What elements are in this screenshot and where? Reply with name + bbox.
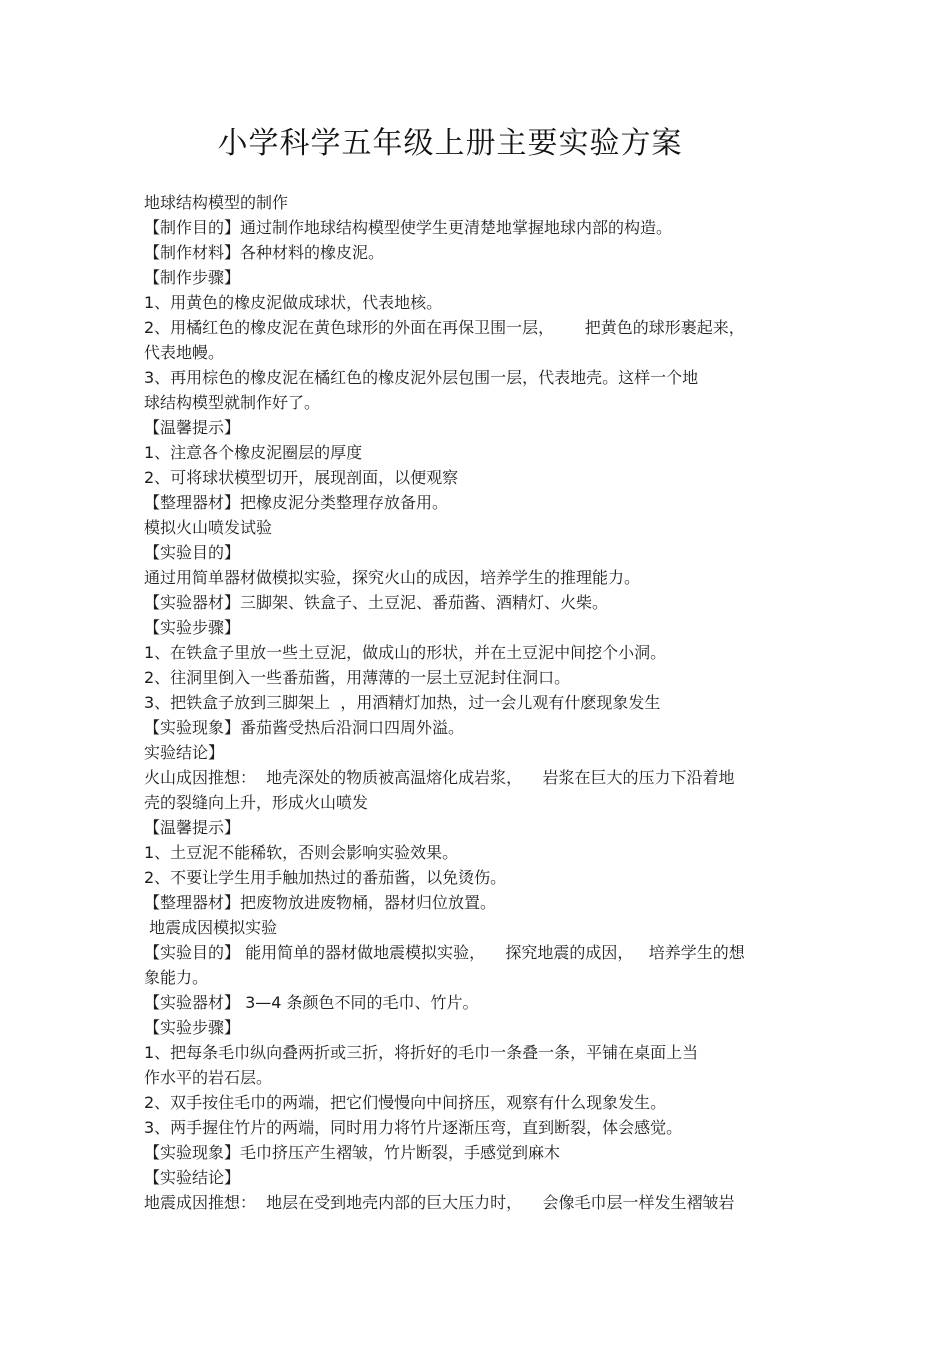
text-line: 模拟火山喷发试验 bbox=[144, 518, 273, 537]
text-line: 2、不要让学生用手触加热过的番茄酱，以免烫伤。 bbox=[144, 868, 507, 887]
text-line: 地震成因模拟实验 bbox=[144, 918, 278, 937]
text-line: 通过用简单器材做模拟实验，探究火山的成因，培养学生的推理能力。 bbox=[144, 568, 641, 587]
text-line: 1、在铁盒子里放一些土豆泥，做成山的形状，并在土豆泥中间挖个小洞。 bbox=[144, 643, 667, 662]
text-line: 火山成因推想： 地壳深处的物质被高温熔化成岩浆， 岩浆在巨大的压力下沿着地 bbox=[144, 768, 735, 787]
text-line: 【温馨提示】 bbox=[144, 818, 241, 837]
text-line: 3、把铁盒子放到三脚架上 ，用酒精灯加热，过一会儿观有什麽现象发生 bbox=[144, 693, 661, 712]
text-line: 代表地幔。 bbox=[144, 343, 225, 362]
text-line: 【实验现象】毛巾挤压产生褶皱，竹片断裂，手感觉到麻木 bbox=[144, 1143, 561, 1162]
text-line: 2、用橘红色的橡皮泥在黄色球形的外面在再保卫围一层， 把黄色的球形裹起来， bbox=[144, 318, 745, 337]
text-line: 象能力。 bbox=[144, 968, 209, 987]
text-line: 【实验目的】 能用简单的器材做地震模拟实验， 探究地震的成因， 培养学生的想 bbox=[144, 943, 745, 962]
text-line: 2、往洞里倒入一些番茄酱，用薄薄的一层土豆泥封住洞口。 bbox=[144, 668, 571, 687]
text-line: 实验结论】 bbox=[144, 743, 225, 762]
text-line: 地球结构模型的制作 bbox=[144, 193, 289, 212]
text-line: 【实验步骤】 bbox=[144, 1018, 241, 1037]
text-line: 1、土豆泥不能稀软，否则会影响实验效果。 bbox=[144, 843, 459, 862]
document-body bbox=[144, 190, 824, 1215]
text-line: 【实验现象】番茄酱受热后沿洞口四周外溢。 bbox=[144, 718, 465, 737]
text-line: 1、把每条毛巾纵向叠两折或三折，将折好的毛巾一条叠一条，平铺在桌面上当 bbox=[144, 1043, 699, 1062]
text-line: 【实验结论】 bbox=[144, 1168, 241, 1187]
text-line: 作水平的岩石层。 bbox=[144, 1068, 273, 1087]
text-line: 【整理器材】把橡皮泥分类整理存放备用。 bbox=[144, 493, 449, 512]
text-line: 3、两手握住竹片的两端，同时用力将竹片逐渐压弯，直到断裂，体会感觉。 bbox=[144, 1118, 683, 1137]
text-line: 【制作材料】各种材料的橡皮泥。 bbox=[144, 243, 385, 262]
text-line: 壳的裂缝向上升，形成火山喷发 bbox=[144, 793, 369, 812]
text-line: 【实验目的】 bbox=[144, 543, 241, 562]
text-line: 【实验器材】三脚架、铁盒子、土豆泥、番茄酱、酒精灯、火柴。 bbox=[144, 593, 609, 612]
text-line: 【温馨提示】 bbox=[144, 418, 241, 437]
text-line: 【实验步骤】 bbox=[144, 618, 241, 637]
page-title: 小学科学五年级上册主要实验方案 bbox=[217, 126, 683, 161]
text-line: 【制作目的】通过制作地球结构模型使学生更清楚地掌握地球内部的构造。 bbox=[144, 218, 673, 237]
text-line: 球结构模型就制作好了。 bbox=[144, 393, 321, 412]
text-line: 3、再用棕色的橡皮泥在橘红色的橡皮泥外层包围一层，代表地壳。这样一个地 bbox=[144, 368, 699, 387]
text-line: 1、用黄色的橡皮泥做成球状，代表地核。 bbox=[144, 293, 443, 312]
text-line: 地震成因推想： 地层在受到地壳内部的巨大压力时， 会像毛巾层一样发生褶皱岩 bbox=[144, 1193, 735, 1212]
text-line: 【制作步骤】 bbox=[144, 268, 241, 287]
text-line: 【实验器材】 3—4 条颜色不同的毛巾、竹片。 bbox=[144, 993, 479, 1012]
text-line: 【整理器材】把废物放进废物桶，器材归位放置。 bbox=[144, 893, 497, 912]
text-line: 2、可将球状模型切开，展现剖面，以便观察 bbox=[144, 468, 459, 487]
text-line: 2、双手按住毛巾的两端，把它们慢慢向中间挤压，观察有什么现象发生。 bbox=[144, 1093, 667, 1112]
text-line: 1、注意各个橡皮泥圈层的厚度 bbox=[144, 443, 363, 462]
